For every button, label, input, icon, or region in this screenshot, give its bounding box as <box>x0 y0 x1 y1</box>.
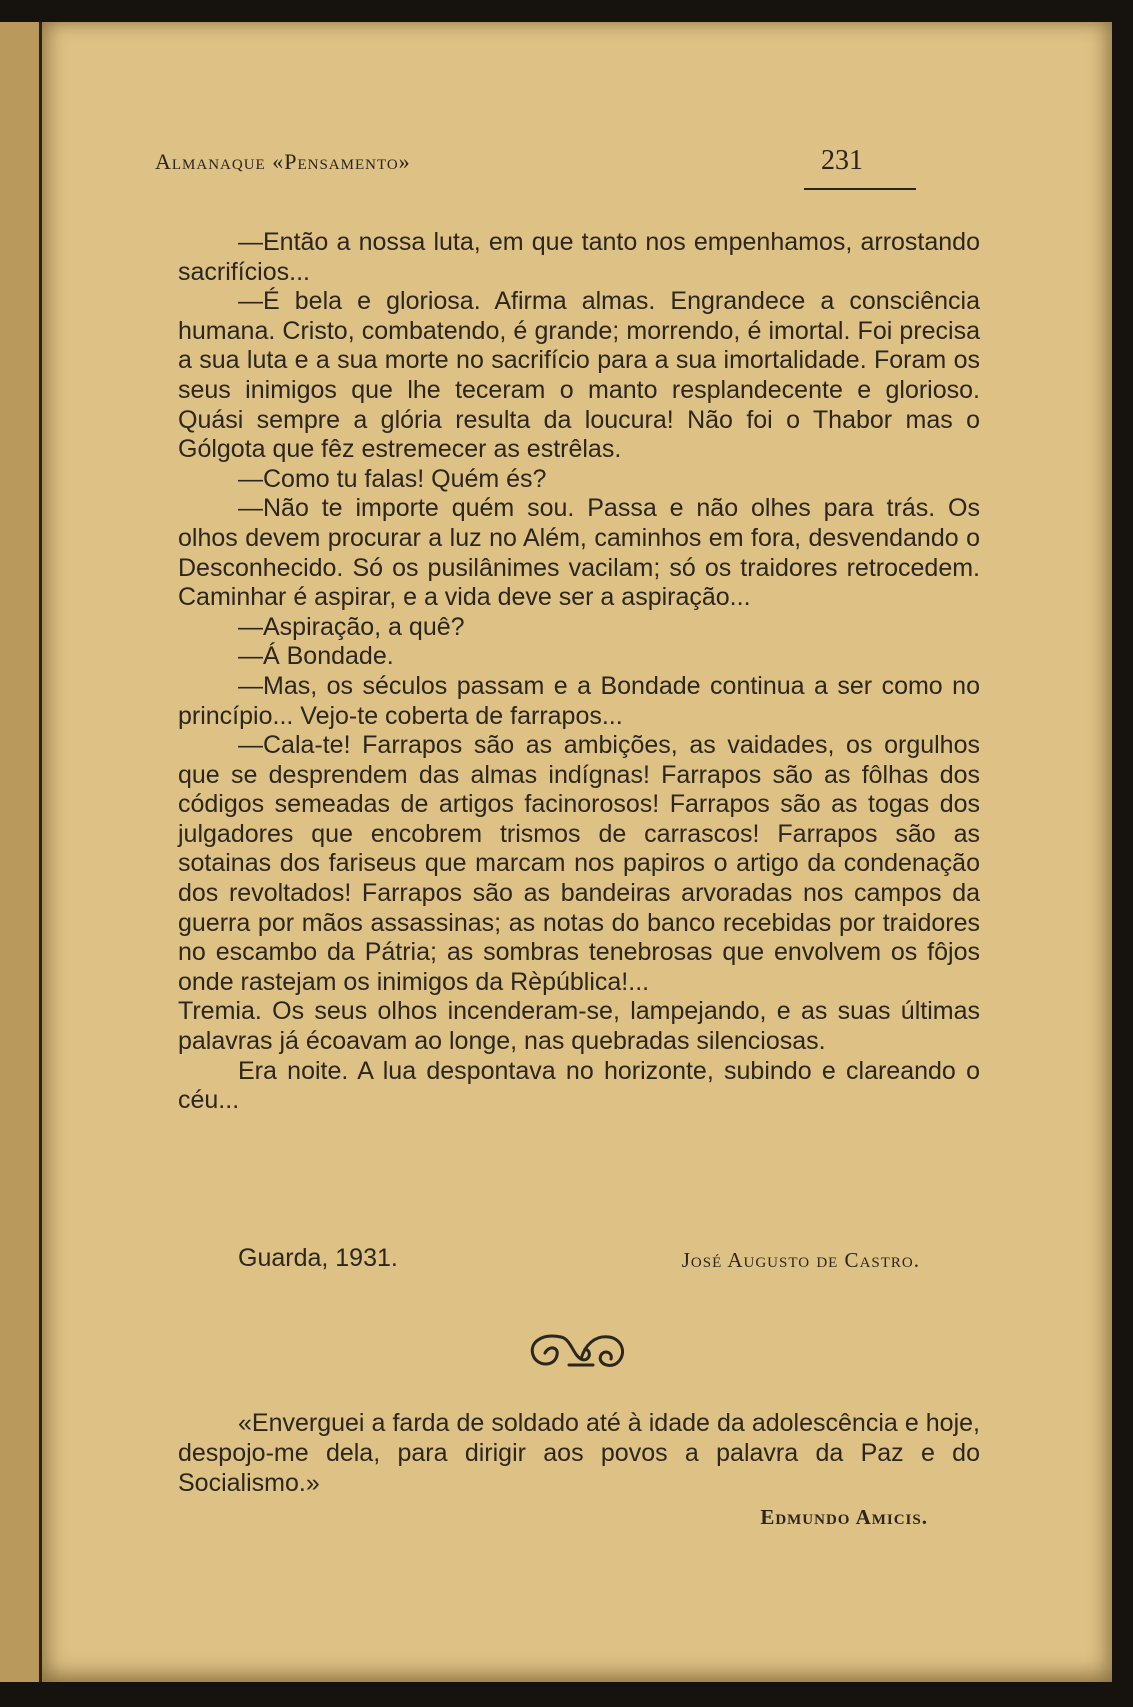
closing-quote <box>178 1408 980 1498</box>
quote-author: Edmundo Amicis. <box>760 1505 928 1529</box>
author-name: José Augusto de Castro. <box>681 1248 920 1272</box>
signature-line <box>238 1244 920 1280</box>
paragraph: —Á Bondade. <box>238 642 394 671</box>
paragraph: —Não te importe quém sou. Passa e não olhes para trás. Os olhos devem procurar a luz no Além, caminhos em fora, desvendando o Desconhecido. Só os pusilânimes vacilam; só os traidores retrocedem. Caminhar é aspirar, e a vida deve ser a aspiração... <box>178 494 980 612</box>
paragraph: —Mas, os séculos passam e a Bondade continua a ser como no princípio... Vejo-te coberta de farrapos... <box>178 671 980 730</box>
paragraph: Era noite. A lua despontava no horizonte, subindo e clareando o céu... <box>178 1056 980 1115</box>
paragraph: —Então a nossa luta, em que tanto nos empenhamos, arrostando sacrifícios... <box>178 228 980 286</box>
body-text <box>178 228 980 1116</box>
running-title: Almanaque «Pensamento» <box>155 149 411 174</box>
page-number: 231 <box>821 145 863 176</box>
paragraph: —É bela e gloriosa. Afirma almas. Engrandece a consciência humana. Cristo, combatendo, é grande; morrendo, é imortal. Foi precisa a sua luta e a sua morte no sacrifício para a sua imortalidade. Foram os seus inimigos que lhe teceram o manto resplandecente e glorioso. Quási sempre a glória resulta da loucura! Não foi o Thabor mas o Gólgota que fêz estremecer as estrêlas. <box>178 287 980 464</box>
paragraph: —Cala-te! Farrapos são as ambições, as vaidades, os orgulhos que se desprendem das almas indígnas! Farrapos são as fôlhas dos códigos semeadas de artigos facinorosos! Farrapos são as togas dos julgadores que encobrem trismos de carrascos! Farrapos são as sotainas dos fariseus que marcam nos papiros o artigo da condenação dos revoltados! Farrapos são as bandeiras arvoradas nos campos da guerra por mãos assassinas; as notas do banco recebidas por traidores no escambo da Pátria; as sombras tenebrosas que envolvem os fôjos onde rastejam os inimigos da Rèpública!... <box>178 731 980 996</box>
paragraph: —Aspiração, a quê? <box>238 612 465 641</box>
place-date: Guarda, 1931. <box>238 1244 398 1272</box>
fleuron-ornament <box>523 1325 633 1375</box>
paragraph: Tremia. Os seus olhos incenderam-se, lampejando, e as suas últimas palavras já écoavam ao longe, nas quebradas silenciosas. <box>178 997 980 1056</box>
quote-text: «Enverguei a farda de soldado até à idade da adolescência e hoje, despojo-me dela, para dirigir aos povos a palavra da Paz e do Socialismo.» <box>178 1409 980 1497</box>
page-header <box>155 145 915 185</box>
paragraph: —Como tu falas! Quém és? <box>238 464 547 493</box>
book-gutter <box>0 22 42 1682</box>
header-rule <box>804 188 916 190</box>
